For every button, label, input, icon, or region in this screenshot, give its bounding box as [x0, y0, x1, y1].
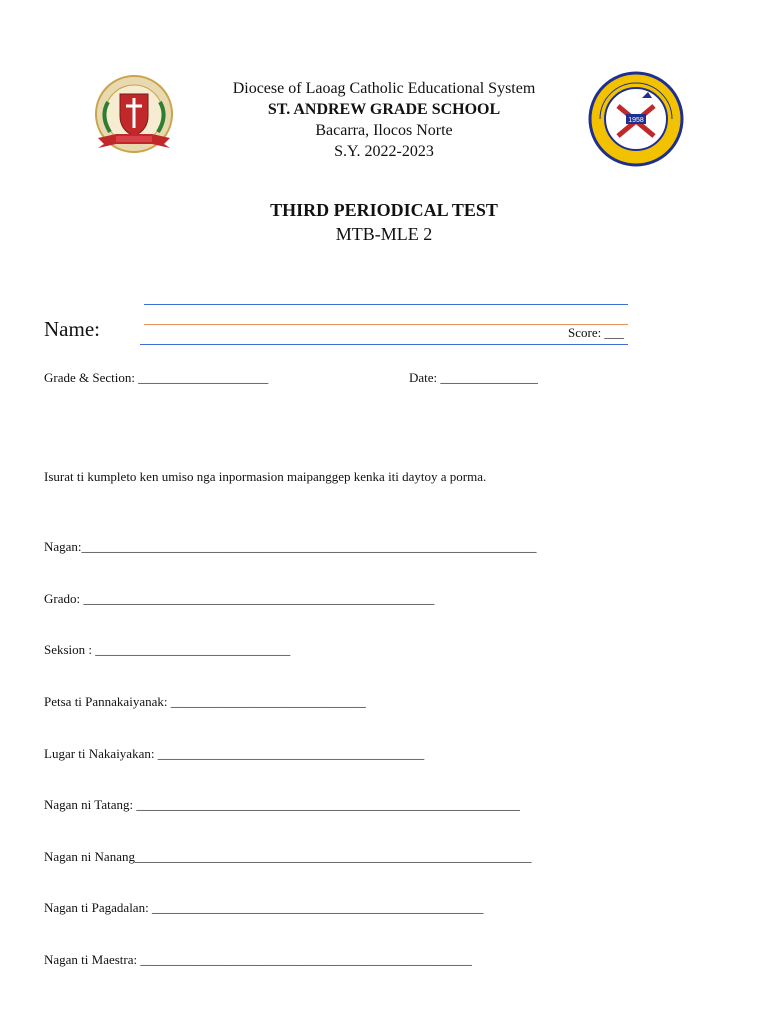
- field-nagan-ti-maestra[interactable]: Nagan ti Maestra: ___________________________________________________: [44, 952, 472, 967]
- field-nagan[interactable]: Nagan:______________________________________________________________________: [44, 539, 537, 554]
- test-title: THIRD PERIODICAL TEST: [270, 200, 498, 220]
- date-field[interactable]: Date: _______________: [409, 370, 538, 385]
- school-year: S.Y. 2022-2023: [334, 143, 434, 160]
- school-name: ST. ANDREW GRADE SCHOOL: [267, 101, 501, 118]
- instruction-text: Isurat ti kumpleto ken umiso nga inpormasion maipanggep kenka iti daytoy a porma.: [44, 469, 487, 484]
- field-petsa-ti-pannakaiyanak[interactable]: Petsa ti Pannakaiyanak: ______________________________: [44, 694, 366, 709]
- field-nagan-ti-pagadalan[interactable]: Nagan ti Pagadalan: ___________________________________________________: [44, 900, 484, 915]
- score-field[interactable]: Score: ___: [568, 325, 624, 340]
- field-grado[interactable]: Grado: ______________________________________________________: [44, 591, 435, 606]
- name-field-rule[interactable]: [144, 324, 628, 325]
- field-seksion[interactable]: Seksion : ______________________________: [44, 642, 291, 657]
- diocese-name: Diocese of Laoag Catholic Educational System: [232, 80, 536, 97]
- test-subject: MTB-MLE 2: [335, 224, 433, 244]
- name-bottom-rule: [140, 344, 628, 345]
- field-nagan-ni-nanang[interactable]: Nagan ni Nanang_____________________________________________________________: [44, 849, 532, 864]
- name-label: Name:: [44, 317, 100, 341]
- field-nagan-ni-tatang[interactable]: Nagan ni Tatang: ___________________________________________________________: [44, 797, 520, 812]
- svg-text:1958: 1958: [628, 117, 644, 124]
- name-top-rule: [144, 304, 628, 305]
- field-lugar-ti-nakaiyakan[interactable]: Lugar ti Nakaiyakan: _________________________________________: [44, 746, 425, 761]
- grade-section-field[interactable]: Grade & Section: ____________________: [44, 370, 269, 385]
- school-location: Bacarra, Ilocos Norte: [315, 122, 453, 139]
